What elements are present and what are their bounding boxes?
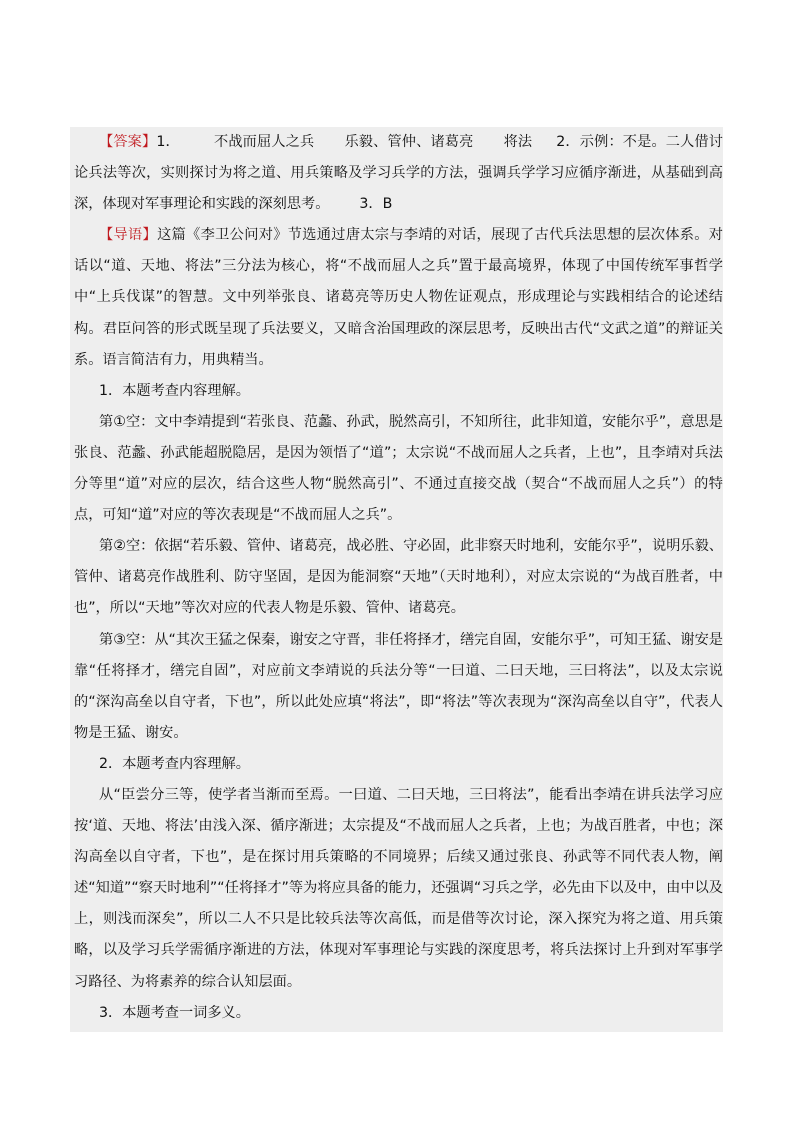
answer-panel	[70, 127, 723, 1032]
answer-tag: 【答案】	[99, 134, 157, 150]
blank-2-explanation: 第②空：依据“若乐毅、管仲、诸葛亮，战必胜、守必固，此非察天时地利，安能尔乎”，说明乐毅、管仲、诸葛亮作战胜利、防守坚固，是因为能洞察“天地”（天时地利），对应太宗说的“为战百胜者，中也”，所以“天地”等次对应的代表人物是乐毅、管仲、诸葛亮。	[74, 538, 723, 617]
q1-number: 1．	[156, 134, 180, 150]
answer-paragraph	[74, 127, 723, 220]
section-heading-1: 1．本题考查内容理解。	[99, 382, 250, 399]
section-heading-3: 3．本题考查一词多义。	[99, 1004, 250, 1021]
answer-blank-3: 将法	[503, 134, 533, 150]
answer-blank-1: 不战而屈人之兵	[213, 134, 315, 150]
q2-explanation: 从“臣尝分三等，使学者当渐而至焉。一曰道、二曰天地，三曰将法”，能看出李靖在讲兵法学习应按‘道、天地、将法’由浅入深、循序渐进；太宗提及“不战而屈人之兵者，上也；为战百胜者，中也；深沟高垒以自守者，下也”，是在探讨用兵策略的不同境界；后续又通过张良、孙武等不同代表人物，阐述“知道”“察天时地利”“任将择才”等为将应具备的能力，还强调“习兵之学，必先由下以及中，由中以及上，则浅而深矣”，所以二人不只是比较兵法等次高低，而是借等次讨论，深入探究为将之道、用兵策略，以及学习兵学需循序渐进的方法，体现对军事理论与实践的深度思考，将兵法探讨上升到对军事学习路径、为将素养的综合认知层面。	[74, 786, 723, 990]
guide-tag: 【导语】	[99, 227, 158, 244]
guide-paragraph	[74, 220, 723, 375]
q3-number: 3．	[359, 196, 383, 213]
q2-answer: 示例：不是。二人借讨论兵法等次，实则探讨为将之道、用兵策略及学习兵学的方法，强调兵学学习应循序渐进，从基础到高深，体现对军事理论和实践的深刻思考。	[74, 134, 723, 213]
answer-blank-2: 乐毅、管仲、诸葛亮	[344, 134, 474, 150]
blank-1-explanation: 第①空：文中李靖提到“若张良、范蠡、孙武，脱然高引，不知所往，此非知道，安能尔乎”，意思是张良、范蠡、孙武能超脱隐居，是因为领悟了“道”；太宗说“不战而屈人之兵者，上也”，且李靖对兵法分等里“道”对应的层次，结合这些人物“脱然高引”、不通过直接交战（契合“不战而屈人之兵”）的特点，可知“道”对应的等次表现是“不战而屈人之兵”。	[74, 413, 723, 524]
q3-answer: B	[382, 196, 393, 213]
q2-number: 2．	[556, 134, 580, 150]
blank-3-explanation: 第③空：从“其次王猛之保秦，谢安之守晋，非任将择才，缮完自固，安能尔乎”，可知王猛、谢安是靠“任将择才，缮完自固”，对应前文李靖说的兵法分等“一曰道、二曰天地，三曰将法”，以及太宗说的“深沟高垒以自守者，下也”，所以此处应填“将法”，即“将法”等次表现为“深沟高垒以自守”，代表人物是王猛、谢安。	[74, 631, 723, 741]
section-heading-2: 2．本题考查内容理解。	[99, 755, 250, 772]
guide-text: 这篇《李卫公问对》节选通过唐太宗与李靖的对话，展现了古代兵法思想的层次体系。对话以“道、天地、将法”三分法为核心，将“不战而屈人之兵”置于最高境界，体现了中国传统军事哲学中“上兵伐谋”的智慧。文中列举张良、诸葛亮等历史人物佐证观点，形成理论与实践相结合的论述结构。君臣问答的形式既呈现了兵法要义，又暗含治国理政的深层思考，反映出古代“文武之道”的辩证关系。语言简洁有力，用典精当。	[74, 227, 723, 368]
